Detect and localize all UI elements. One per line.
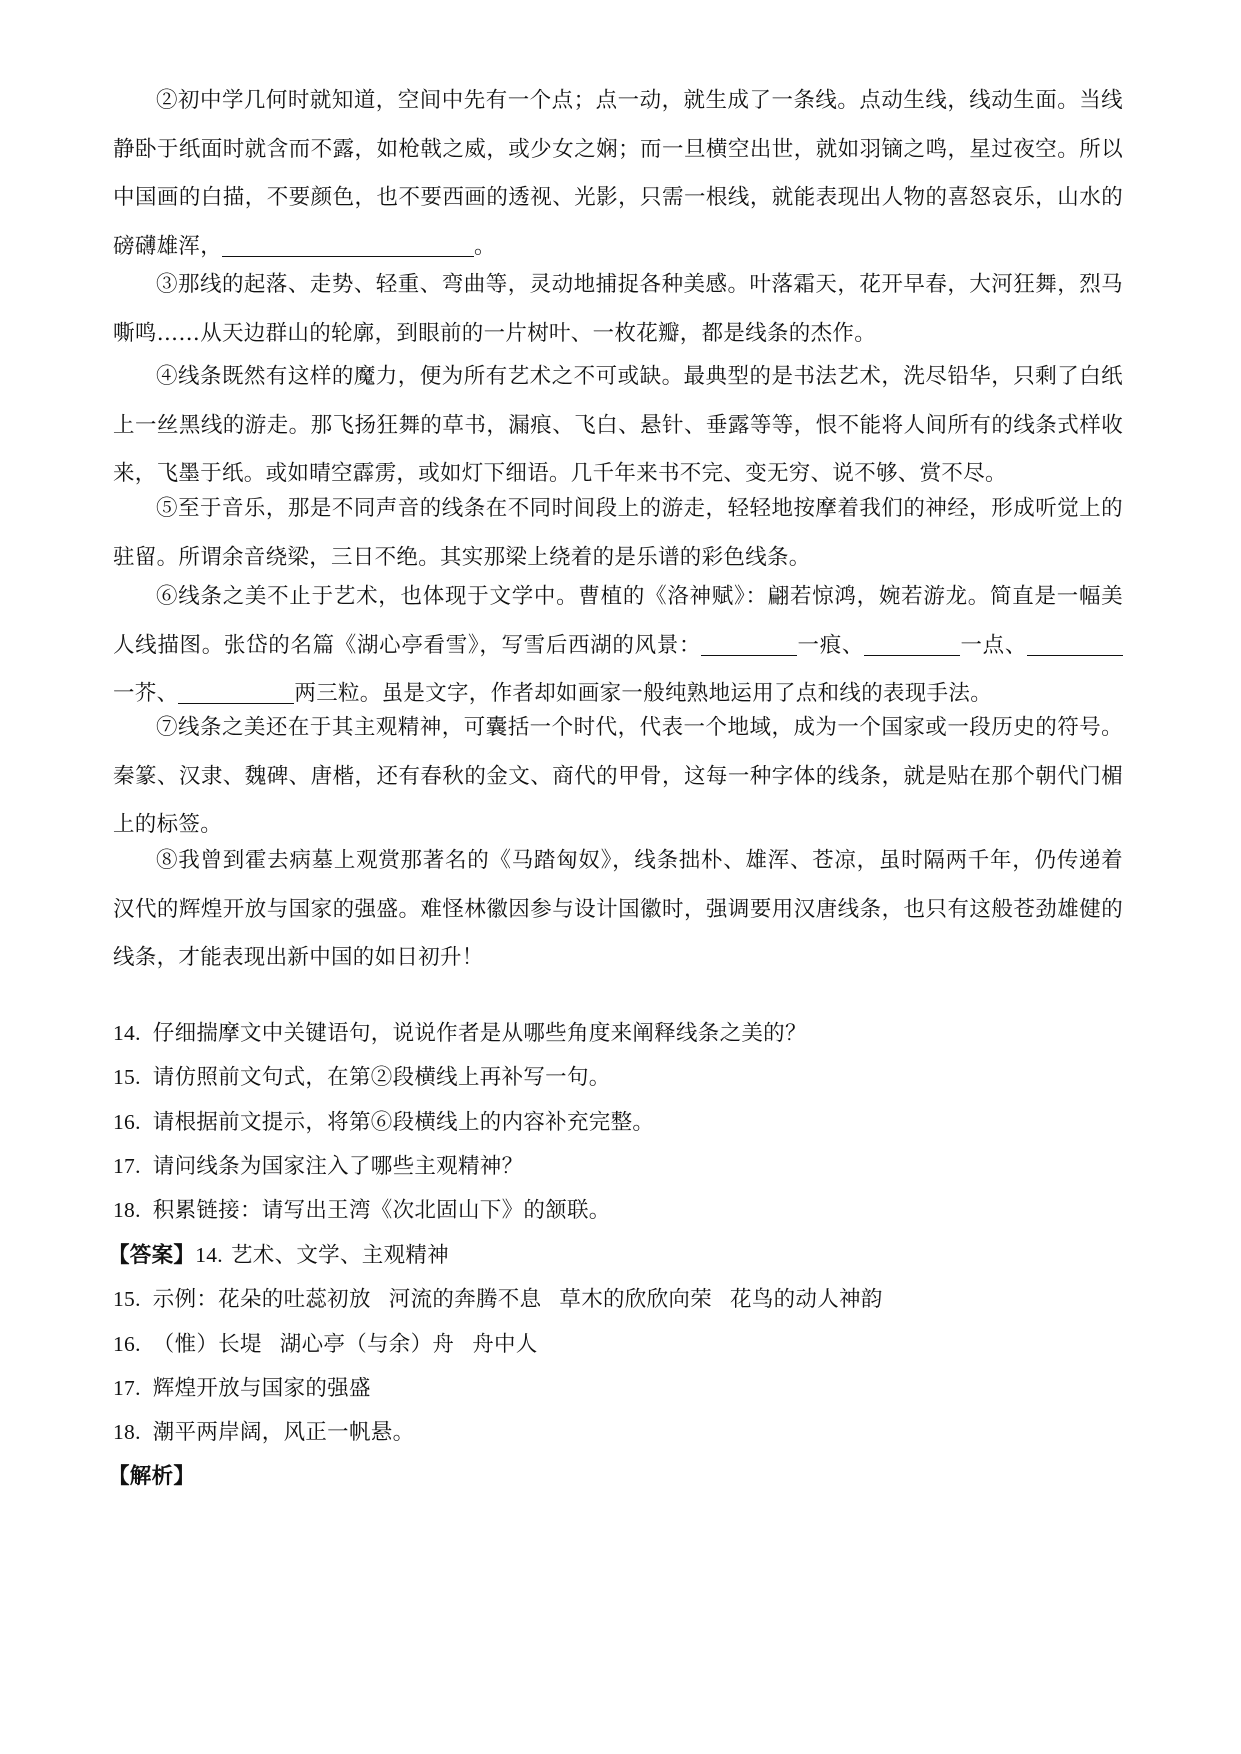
paragraph-8: ⑧我曾到霍去病墓上观赏那著名的《马踏匈奴》，线条拙朴、雄浑、苍凉，虽时隔两千年，仍传递着汉代的辉煌开放与国家的强盛。难怪林徽因参与设计国徽时，强调要用汉唐线条，也只有这般苍劲雄健的线条，才能表现出新中国的如日初升！ [113,848,1123,970]
paragraph-6: ⑥线条之美不止于艺术，也体现于文学中。曹植的《洛神赋》：翩若惊鸿，婉若游龙。简直是一幅美人线描图。张岱的名篇《湖心亭看雪》，写雪后西湖的风景： 一痕、 一点、一芥、 两三粒。虽是文字，作者却如画家一般纯熟地运用了点和线的表现手法。 [113,584,1123,706]
answer-18: 18. 潮平两岸阔，风正一帆悬。 [113,1420,415,1445]
paragraph-3: ③那线的起落、走势、轻重、弯曲等，灵动地捕捉各种美感。叶落霜天，花开早春，大河狂舞，烈马嘶鸣……从天边群山的轮廓，到眼前的一片树叶、一枚花瓣，都是线条的杰作。 [113,272,1123,346]
paragraph-5: ⑤至于音乐，那是不同声音的线条在不同时间段上的游走，轻轻地按摩着我们的神经，形成听觉上的驻留。所谓余音绕梁，三日不绝。其实那梁上绕着的是乐谱的彩色线条。 [113,496,1123,570]
analysis-label: 【解析】 [108,1464,196,1489]
paragraph-2: ②初中学几何时就知道，空间中先有一个点；点一动，就生成了一条线。点动生线，线动生面。当线静卧于纸面时就含而不露，如枪戟之威，或少女之娴；而一旦横空出世，就如羽镝之鸣，星过夜空。所以中国画的白描，不要颜色，也不要西画的透视、光影，只需一根线，就能表现出人物的喜怒哀乐，山水的磅礴雄浑， 。 [113,88,1123,259]
question-16: 16. 请根据前文提示，将第⑥段横线上的内容补充完整。 [113,1110,655,1135]
answer-17: 17. 辉煌开放与国家的强盛 [113,1376,371,1401]
fill-blank-line [701,625,797,656]
fill-blank-line [1027,625,1123,656]
question-17: 17. 请问线条为国家注入了哪些主观精神？ [113,1154,524,1179]
paragraph-4: ④线条既然有这样的魔力，便为所有艺术之不可或缺。最典型的是书法艺术，洗尽铅华，只剩了白纸上一丝黑线的游走。那飞扬狂舞的草书，漏痕、飞白、悬针、垂露等等，恨不能将人间所有的线条式样收来，飞墨于纸。或如晴空霹雳，或如灯下细语。几千年来书不完、变无穷、说不够、赏不尽。 [113,364,1123,486]
paragraph-7: ⑦线条之美还在于其主观精神，可囊括一个时代，代表一个地域，成为一个国家或一段历史的符号。秦篆、汉隶、魏碑、唐楷，还有春秋的金文、商代的甲骨，这每一种字体的线条，就是贴在那个朝代门楣上的标签。 [113,715,1123,837]
fill-blank-line [864,625,960,656]
question-14: 14. 仔细揣摩文中关键语句，说说作者是从哪些角度来阐释线条之美的？ [113,1021,807,1046]
fill-blank-line [178,673,294,704]
fill-blank-line [222,226,474,257]
question-18: 18. 积累链接：请写出王湾《次北固山下》的颔联。 [113,1198,611,1223]
question-15: 15. 请仿照前文句式，在第②段横线上再补写一句。 [113,1065,611,1090]
answer-15: 15. 示例：花朵的吐蕊初放 河流的奔腾不息 草木的欣欣向荣 花鸟的动人神韵 [113,1287,883,1312]
answer-14: 【答案】14. 艺术、文学、主观精神 [108,1243,449,1268]
answer-label: 【答案】 [108,1243,196,1268]
answer-16: 16. （惟）长堤 湖心亭（与余）舟 舟中人 [113,1332,538,1357]
